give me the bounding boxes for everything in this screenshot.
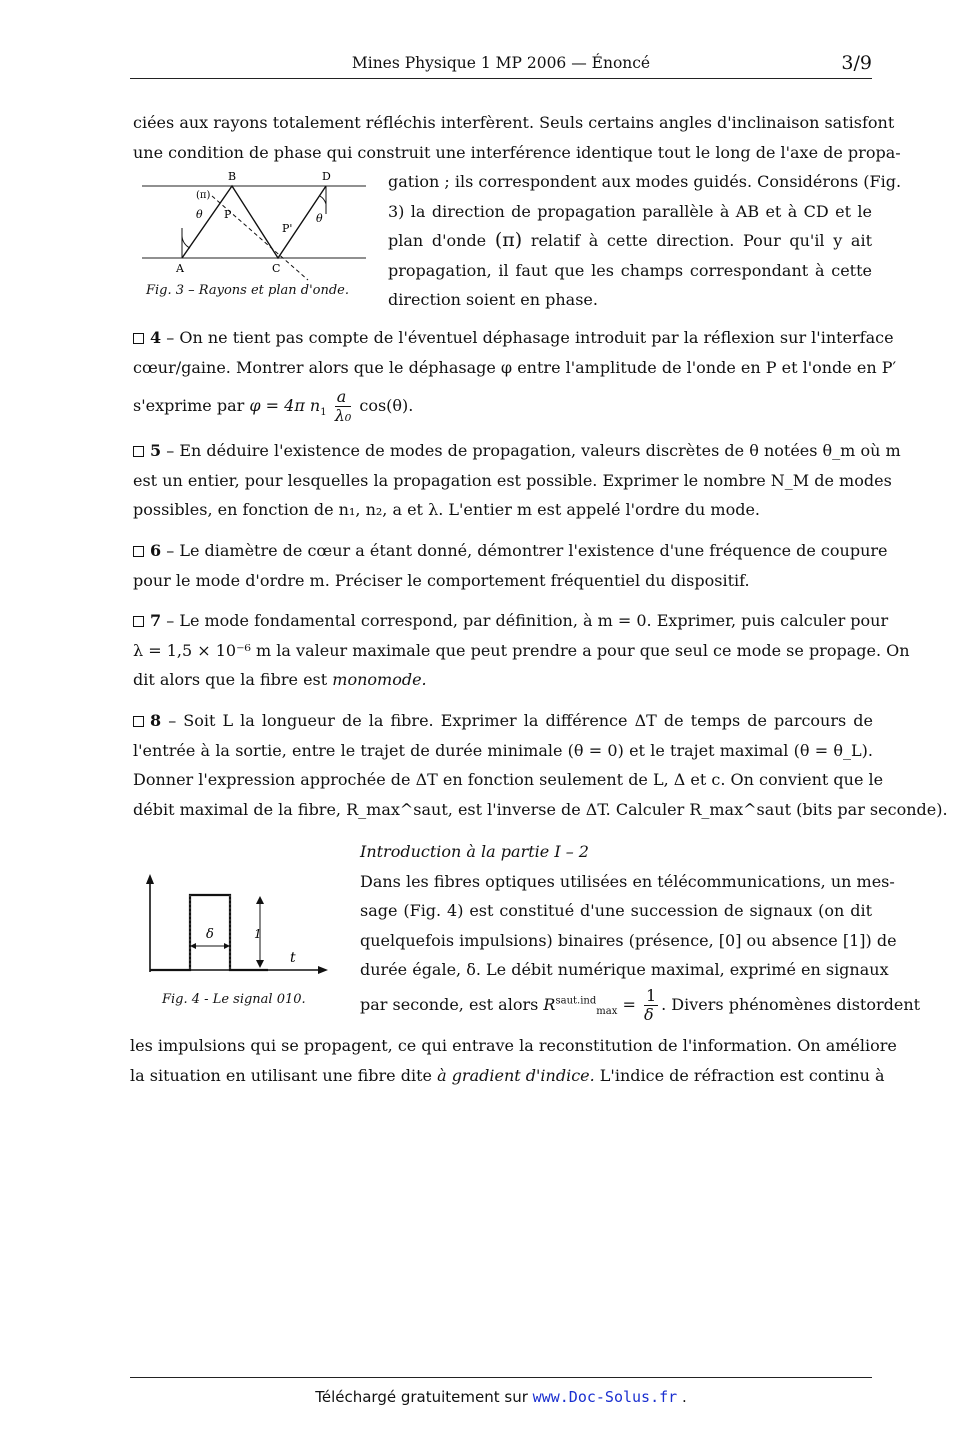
- page-header: [130, 52, 872, 79]
- time-arrow-head: [318, 966, 328, 974]
- figure-4-signal-010: [140, 868, 340, 983]
- checkbox-icon: [133, 333, 144, 344]
- intro-right-line-5: direction soient en phase.: [388, 290, 598, 309]
- intro-paragraph: [133, 108, 901, 167]
- figure-4-caption: Fig. 4 - Le signal 010.: [162, 992, 306, 1007]
- label-delta: δ: [206, 927, 214, 942]
- label-pi: (π): [196, 190, 211, 201]
- intro-line-2: une condition de phase qui construit une interférence identique tout le long de l'axe de propa-: [133, 142, 901, 162]
- section-title: Introduction à la partie I – 2: [360, 842, 589, 861]
- label-A: A: [176, 262, 184, 275]
- checkbox-icon: [133, 546, 144, 557]
- label-P-prime: P': [282, 222, 293, 235]
- intro-right-line-1: gation ; ils correspondent aux modes guidés. Considérons (Fig.: [388, 172, 902, 191]
- footer-link[interactable]: www.Doc-Solus.fr: [532, 1388, 678, 1406]
- figure-3-caption: Fig. 3 – Rayons et plan d'onde.: [146, 283, 350, 298]
- intro-right-line-4: propagation, il faut que les champs correspondant à cette: [388, 260, 872, 280]
- question-6: 6 – Le diamètre de cœur a étant donné, démontrer l'existence d'une fréquence de coupure pour le mode d'ordre m. Préciser le comportement fréquentiel du dispositif.: [133, 541, 888, 590]
- label-C: C: [272, 262, 281, 275]
- label-theta-1: θ: [196, 208, 203, 221]
- question-7: 7 – Le mode fondamental correspond, par définition, à m = 0. Exprimer, puis calculer pour λ = 1,5 × 10⁻⁶ m la valeur maximale que peut prendre a pour que seul ce mode se propage. On dit alors que la fibre est monomode.: [133, 611, 910, 689]
- intro-right-line-2: 3) la direction de propagation parallèle à AB et à CD et le: [388, 201, 872, 221]
- label-theta-2: θ: [316, 212, 323, 225]
- header-title: Mines Physique 1 MP 2006 — Énoncé: [351, 54, 651, 72]
- page-footer: Téléchargé gratuitement sur www.Doc-Solus.fr .: [130, 1377, 872, 1378]
- intro-right-column: [388, 167, 902, 315]
- question-5: 5 – En déduire l'existence de modes de propagation, valeurs discrètes de θ notées θ_m où m est un entier, pour lesquelles la propagation est possible. Exprimer le nombre N_M de modes possibles, en fonction de n₁, n₂, a et λ. L'entier m est appelé l'ordre du mode.: [133, 441, 901, 519]
- intro-right-line-3: plan d'onde (π) relatif à cette direction. Pour qu'il y ait: [388, 229, 873, 251]
- label-D: D: [322, 170, 331, 183]
- intro-part-2: Introduction à la partie I – 2 Dans les fibres optiques utilisées en télécommunications, un mes- sage (Fig. 4) est constitué d'une succession de signaux (on dit quelquefois impulsions) binaires (présence, [0] ou absence [1]) de durée égale, δ. Le débit numérique maximal, exprimé en signaux par seconde, est alors $R^{saut.ind}_{max}$ = $\frac{1}{\delta}$ . Divers phénomènes distordent: [360, 837, 872, 1025]
- label-one: 1: [254, 927, 262, 941]
- checkbox-icon: [133, 716, 144, 727]
- question-4: 4 – On ne tient pas compte de l'éventuel déphasage introduit par la réflexion sur l'interface cœur/gaine. Montrer alors que le déphasage φ entre l'amplitude de l'onde en P et l'onde en P′ s'exprime par φ = 4π $n_1$ $\frac{a}{\text{λ₀}}$ cos(θ).: [133, 328, 897, 425]
- vertical-arrow-head: [146, 874, 154, 884]
- checkbox-icon: [133, 616, 144, 627]
- label-B: B: [228, 170, 237, 183]
- fraction-one-over-delta: $\frac{1}{\delta}$: [643, 985, 657, 1024]
- page-number: 3/9: [841, 52, 872, 74]
- question-8: 8 – Soit L la longueur de la fibre. Exprimer la différence ΔT de temps de parcours de l'entrée à la sortie, entre le trajet de durée minimale (θ = 0) et le trajet maximal (θ = θ_L). Donner l'expression approchée de ΔT en fonction seulement de L, Δ et c. On convient que le débit maximal de la fibre, R_max^saut, est l'inverse de ΔT. Calculer R_max^saut (bits par seconde).: [133, 711, 948, 819]
- footer-text: Téléchargé gratuitement sur: [315, 1388, 528, 1406]
- checkbox-icon: [133, 446, 144, 457]
- fraction-a-over-lambda0: $\frac{a}{\text{λ₀}}$: [334, 387, 352, 425]
- intro-part-2-continued: les impulsions qui se propagent, ce qui entrave la reconstitution de l'information. On améliore la situation en utilisant une fibre dite à gradient d'indice. L'indice de réfraction est continu à: [130, 1036, 897, 1085]
- label-t: t: [290, 950, 296, 966]
- label-P: P: [224, 208, 232, 221]
- intro-line-1: ciées aux rayons totalement réfléchis interfèrent. Seuls certains angles d'inclinaison satisfont: [133, 113, 895, 132]
